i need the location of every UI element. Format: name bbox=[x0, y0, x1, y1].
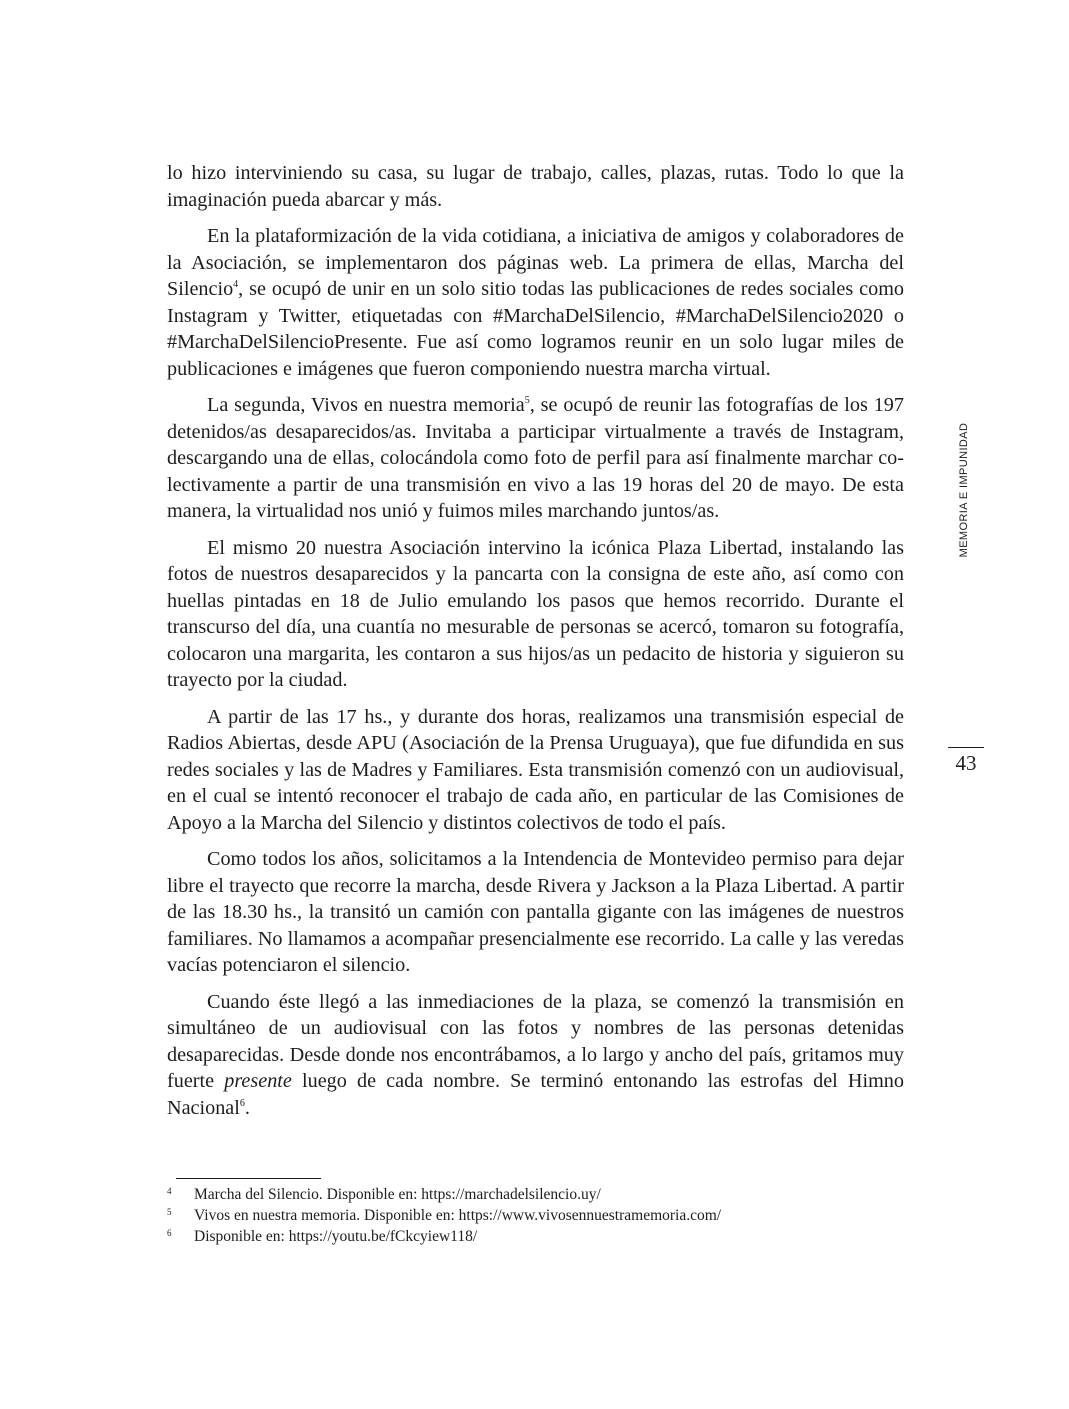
paragraph-7-italic-word: presente bbox=[224, 1070, 292, 1092]
footnote-divider bbox=[176, 1178, 321, 1179]
running-section-title: MEMORIA E IMPUNIDAD bbox=[958, 422, 970, 558]
paragraph-1 bbox=[167, 160, 904, 213]
page-number-rule bbox=[948, 747, 984, 748]
footnotes bbox=[167, 1184, 904, 1247]
footnote-text: Marcha del Silencio. Disponible en: https://marchadelsilencio.uy/ bbox=[194, 1186, 601, 1203]
footnote-text: Vivos en nuestra memoria. Disponible en: https://www.vivosennuestramemoria.com/ bbox=[194, 1207, 722, 1224]
paragraph-4-text: El mismo 20 nuestra Asociación intervino la icónica Plaza Libertad, instalando las fotos de nuestros desaparecidos y la pancarta con la consigna de este año, así como con huellas pintadas en 18 de Julio emulando los pasos que hemos recorrido. Durante el transcurso del día, una cuantía no mesurable de personas se acercó, tomaron su fotografía, colocaron una margarita, les contaron a sus hijos/as un pedacito de historia y siguieron su trayecto por la ciudad. bbox=[167, 536, 904, 691]
footnote-item bbox=[167, 1226, 904, 1247]
footnote-item bbox=[167, 1205, 904, 1226]
page-number: 43 bbox=[955, 751, 977, 775]
footnote-number: 5 bbox=[167, 1207, 172, 1217]
paragraph-1-text: lo hizo interviniendo su casa, su lugar de trabajo, calles, plazas, rutas. Todo lo que la imaginación pueda abarcar y más. bbox=[167, 162, 904, 211]
footnote-item bbox=[167, 1184, 904, 1205]
paragraph-4 bbox=[167, 535, 904, 694]
paragraph-3-text-b: , se ocupó de reunir las fotografías de los 197 detenidos/as desaparecidos/as. Invitaba a participar virtualmente a través de Instagram, descargando una de ellas, colocándola como foto de perfil para así finalmente marchar colectivamente a partir de una transmisión en vivo a las 19 horas del 20 de mayo. De esta manera, la virtualidad nos unió y fuimos miles marchando juntos/as. bbox=[167, 394, 904, 522]
footnote-text: Disponible en: https://youtu.be/fCkcyiew118/ bbox=[194, 1228, 478, 1245]
paragraph-7-text-b: luego de cada nombre. Se terminó entonando las estrofas del Himno Nacional bbox=[167, 1070, 904, 1119]
paragraph-7-text-end: . bbox=[244, 1096, 250, 1119]
body-text bbox=[167, 160, 904, 1131]
footnote-ref-4[interactable]: 4 bbox=[233, 279, 239, 290]
paragraph-2-text-b: , se ocupó de unir en un solo sitio todas las publicaciones de redes sociales como Instagram y Twitter, etiquetadas con #MarchaDelSilencio, #MarchaDelSilencio2020 o #MarchaDelSilencioPresente. Fue así como logramos reunir en un solo lugar miles de publicaciones e imágenes que fueron componiendo nuestra marcha virtual. bbox=[167, 278, 904, 380]
paragraph-2-text-a: En la plataformización de la vida cotidiana, a iniciativa de amigos y colaboradores de la Asociación, se implementaron dos páginas web. La primera de ellas, Marcha del Silencio bbox=[167, 225, 904, 300]
footnote-number: 4 bbox=[167, 1186, 172, 1196]
paragraph-6-text: Como todos los años, solicitamos a la Intendencia de Montevideo permiso para dejar libre el trayecto que recorre la marcha, desde Rivera y Jackson a la Plaza Libertad. A partir de las 18.30 hs., la transitó un camión con pantalla gigante con las imágenes de nuestros familiares. No llamamos a acompañar presencialmente ese recorrido. La calle y las veredas vacías potenciaron el silencio. bbox=[167, 848, 904, 976]
footnote-number: 6 bbox=[167, 1228, 172, 1238]
paragraph-7-text-a: Cuando éste llegó a las inmediaciones de la plaza, se comenzó la transmisión en simultáneo de un audiovisual con las fotos y nombres de las personas detenidas desaparecidas. Desde donde nos encontrábamos, a lo largo y ancho del país, gritamos muy fuerte bbox=[167, 990, 904, 1092]
paragraph-2 bbox=[167, 223, 904, 382]
paragraph-3 bbox=[167, 392, 904, 525]
paragraph-6 bbox=[167, 846, 904, 979]
paragraph-7 bbox=[167, 989, 904, 1122]
paragraph-3-text-a: La segunda, Vivos en nuestra memoria bbox=[207, 394, 525, 416]
footnote-ref-6[interactable]: 6 bbox=[239, 1097, 245, 1109]
paragraph-5 bbox=[167, 704, 904, 837]
paragraph-5-text: A partir de las 17 hs., y durante dos horas, realizamos una transmisión especial de Radios Abiertas, desde APU (Asociación de la Prensa Uruguaya), que fue difundida en sus redes sociales y las de Madres y Familiares. Esta transmisión comenzó con un audiovisual, en el cual se intentó reconocer el trabajo de cada año, en particular de las Comisiones de Apoyo a la Marcha del Silencio y distintos colectivos de todo el país. bbox=[167, 705, 904, 834]
footnote-ref-5[interactable]: 5 bbox=[524, 395, 530, 406]
